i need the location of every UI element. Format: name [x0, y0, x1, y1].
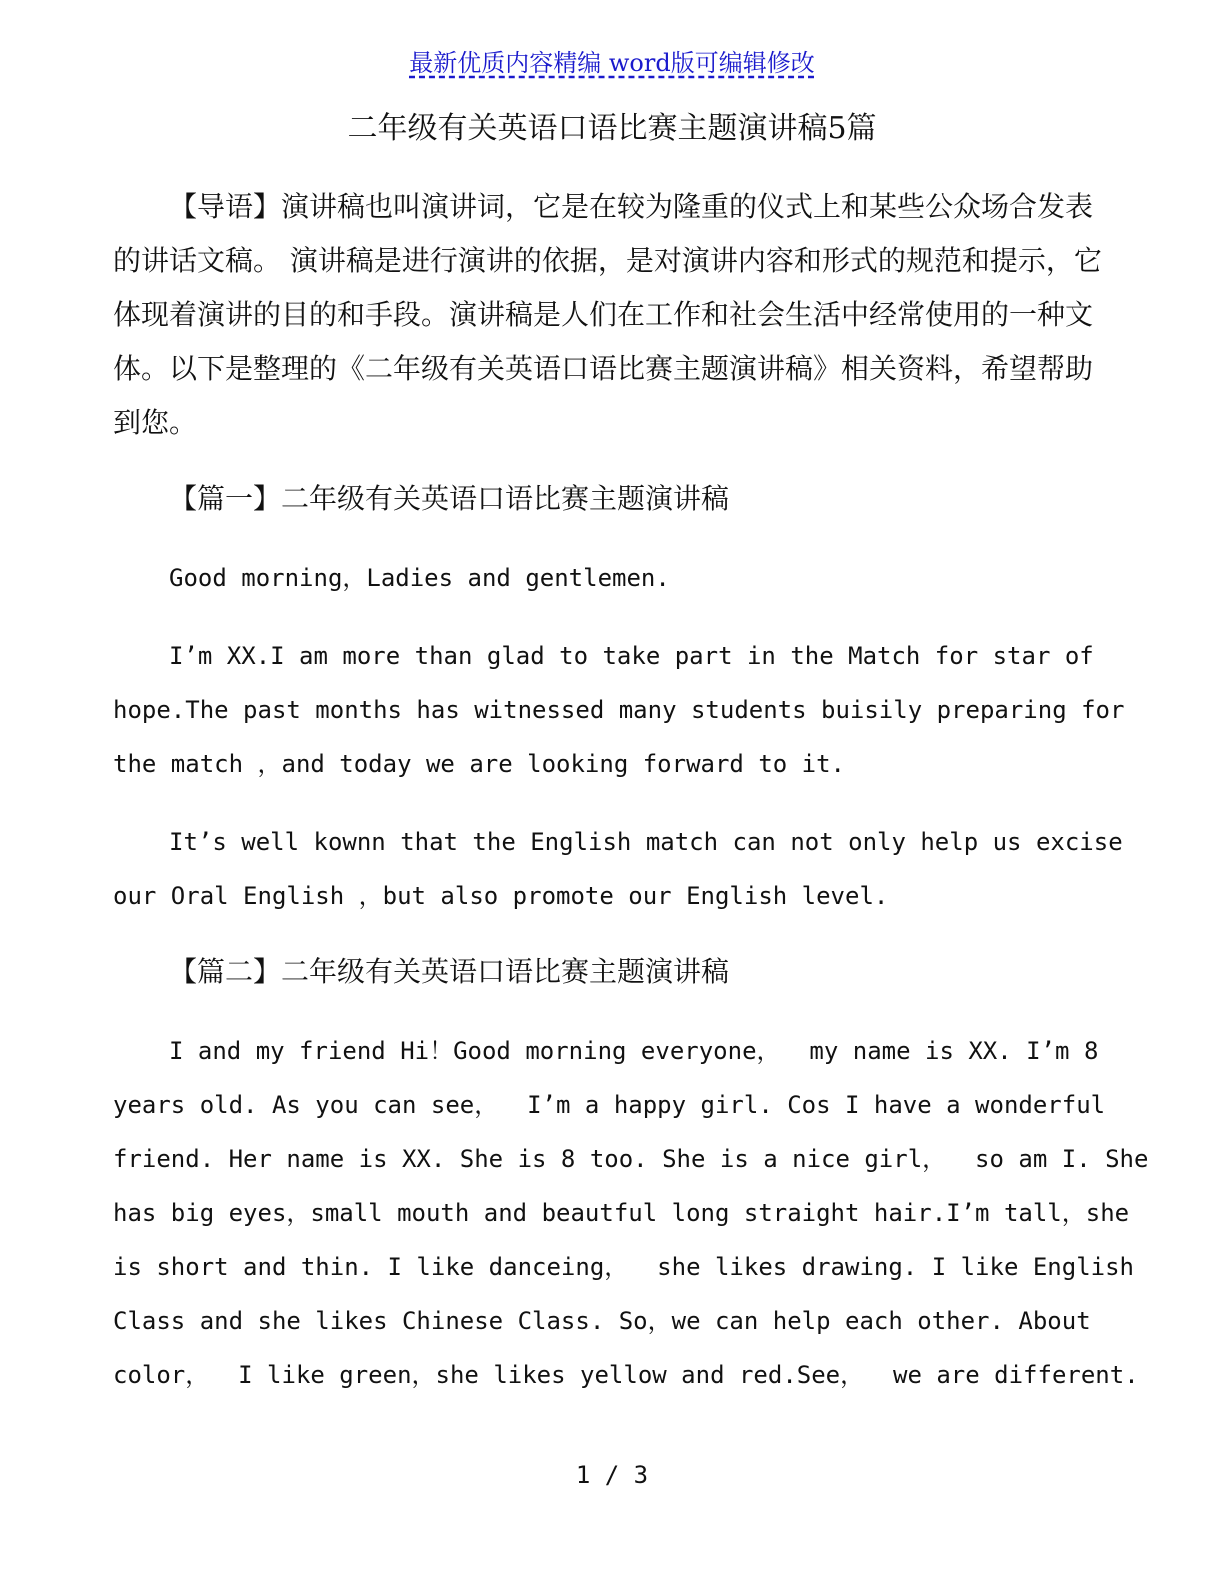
paragraph-line: I’m XX.I am more than glad to take part in the Match for star of	[169, 642, 1094, 670]
paragraph-line: Good morning，Ladies and gentlemen.	[169, 564, 670, 592]
body-paragraph	[113, 815, 1123, 923]
intro-line: 到您。	[113, 406, 198, 439]
paragraph-line: is short and thin. I like danceing， she likes drawing. I like English	[113, 1253, 1134, 1281]
paragraph-line: our Oral English ，but also promote our English level.	[113, 882, 889, 910]
intro-paragraph	[113, 180, 1113, 450]
section-heading: 【篇二】二年级有关英语口语比赛主题演讲稿	[169, 955, 730, 988]
intro-line: 的讲话文稿。 演讲稿是进行演讲的依据，是对演讲内容和形式的规范和提示，它	[113, 244, 1102, 277]
paragraph-line: It’s well kownn that the English match can not only help us excise	[169, 828, 1123, 856]
paragraph-line: color， I like green，she likes yellow and red.See， we are different.	[113, 1361, 1139, 1389]
paragraph-line: hope.The past months has witnessed many students buisily preparing for	[113, 696, 1125, 724]
body-paragraph	[113, 629, 1125, 791]
body-paragraph	[113, 1024, 1149, 1402]
intro-line: 体现着演讲的目的和手段。演讲稿是人们在工作和社会生活中经常使用的一种文	[113, 298, 1094, 331]
body-paragraph	[113, 551, 1113, 605]
page-number: 1 / 3	[575, 1461, 649, 1489]
paragraph-line: I and my friend Hi！Good morning everyone， my name is XX. I’m 8	[169, 1037, 1099, 1065]
paragraph-line: Class and she likes Chinese Class. So，we can help each other. About	[113, 1307, 1091, 1335]
intro-line: 体。以下是整理的《二年级有关英语口语比赛主题演讲稿》相关资料，希望帮助	[113, 352, 1094, 385]
paragraph-line: years old. As you can see， I’m a happy girl. Cos I have a wonderful	[113, 1091, 1106, 1119]
paragraph-line: friend. Her name is XX. She is 8 too. She is a nice girl， so am I. She	[113, 1145, 1149, 1173]
section-heading: 【篇一】二年级有关英语口语比赛主题演讲稿	[169, 482, 730, 515]
intro-line: 【导语】演讲稿也叫演讲词，它是在较为隆重的仪式上和某些公众场合发表	[169, 190, 1094, 223]
document-title: 二年级有关英语口语比赛主题演讲稿5篇	[347, 111, 877, 146]
paragraph-line: the match ，and today we are looking forward to it.	[113, 750, 846, 778]
paragraph-line: has big eyes，small mouth and beautful long straight hair.I’m tall，she	[113, 1199, 1130, 1227]
header-link[interactable]: 最新优质内容精编 word版可编辑修改	[409, 49, 815, 77]
